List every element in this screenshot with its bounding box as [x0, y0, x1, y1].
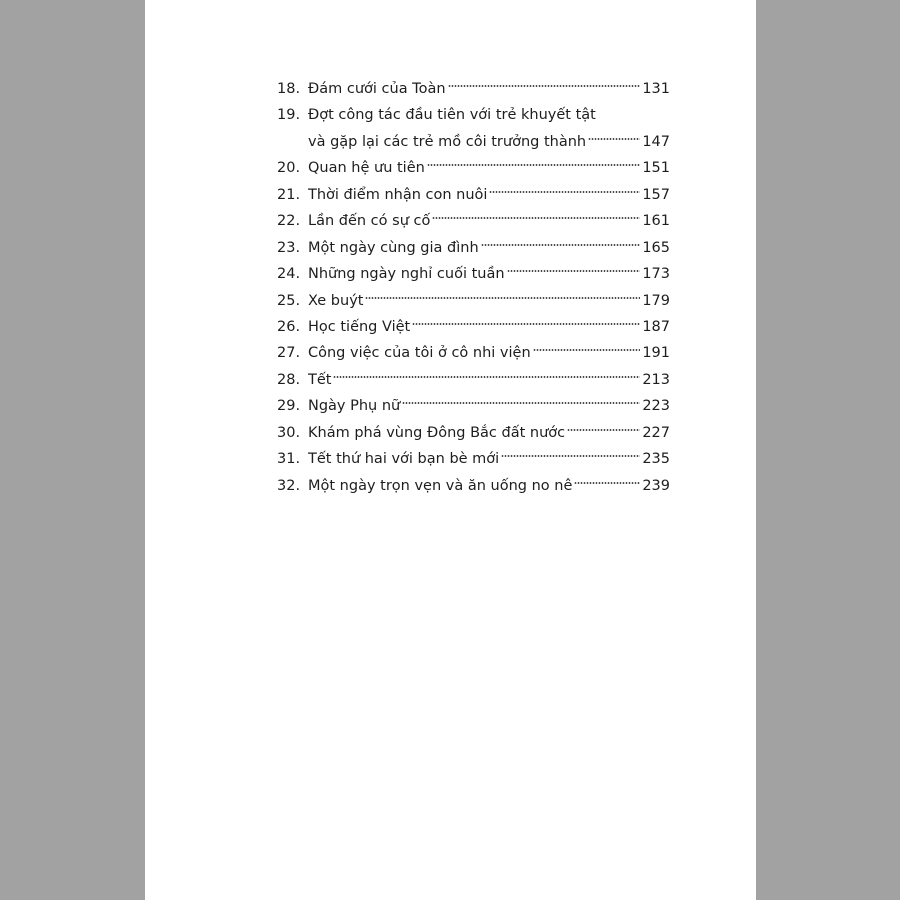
toc-entry-title: Những ngày nghỉ cuối tuần — [308, 266, 505, 283]
dot-leader — [365, 295, 640, 301]
toc-entry-number: 28. — [277, 371, 301, 388]
toc-entry-32 — [277, 473, 670, 499]
toc-entry-page: 147 — [642, 133, 670, 150]
dot-leader — [448, 83, 641, 89]
toc-entry-27 — [277, 340, 670, 366]
toc-entry-number: 20. — [277, 160, 301, 177]
toc-entry-page: 227 — [642, 424, 670, 441]
toc-entry-line — [308, 208, 670, 234]
toc-entry-title: Tết thứ hai với bạn bè mới — [308, 451, 500, 468]
toc-entry-21 — [277, 182, 670, 208]
toc-entry-26 — [277, 314, 670, 340]
dot-leader — [489, 189, 640, 195]
toc-entry-title: Học tiếng Việt — [308, 318, 411, 335]
toc-entry-title: Xe buýt — [308, 292, 364, 309]
toc-entry-31 — [277, 446, 670, 472]
toc-entry-page: 223 — [642, 398, 670, 415]
toc-entry-number: 26. — [277, 318, 301, 335]
dot-leader — [412, 321, 640, 327]
toc-entry-number: 27. — [277, 345, 301, 362]
toc-entry-24 — [277, 261, 670, 287]
toc-entry-title-line-1: Đợt công tác đầu tiên với trẻ khuyết tật — [308, 107, 596, 124]
dot-leader — [567, 427, 640, 433]
toc-entry-title: Một ngày cùng gia đình — [308, 239, 479, 256]
toc-entry-19-line-2 — [277, 129, 670, 155]
toc-entry-title: Khám phá vùng Đông Bắc đất nước — [308, 424, 566, 441]
toc-entry-29 — [277, 393, 670, 419]
toc-entry-number: 18. — [277, 81, 301, 97]
toc-entry-line — [308, 393, 670, 419]
toc-entry-title: Công việc của tôi ở cô nhi viện — [308, 345, 531, 362]
dot-leader — [501, 453, 640, 459]
toc-entry-title: Một ngày trọn vẹn và ăn uống no nê — [308, 477, 573, 494]
toc-entry-line — [308, 235, 670, 261]
toc-entry-number: 22. — [277, 213, 301, 230]
table-of-contents — [277, 76, 670, 499]
toc-entry-page: 235 — [642, 451, 670, 468]
book-page — [145, 0, 756, 900]
toc-entry-22 — [277, 208, 670, 234]
toc-entry-page: 191 — [642, 345, 670, 362]
dot-leader — [427, 162, 640, 168]
dot-leader — [588, 136, 640, 142]
toc-entry-30 — [277, 420, 670, 446]
toc-entry-28 — [277, 367, 670, 393]
dot-leader — [533, 347, 641, 353]
toc-entry-page: 161 — [642, 213, 670, 230]
toc-entry-line — [308, 76, 670, 102]
toc-entry-20 — [277, 155, 670, 181]
toc-entry-line — [308, 182, 670, 208]
dot-leader — [507, 268, 641, 274]
toc-entry-line — [308, 288, 670, 314]
toc-entry-line — [308, 314, 670, 340]
toc-entry-line — [308, 340, 670, 366]
toc-entry-page: 213 — [642, 371, 670, 388]
toc-entry-25 — [277, 288, 670, 314]
toc-entry-line — [308, 261, 670, 287]
dot-leader — [402, 400, 640, 406]
toc-entry-line — [308, 473, 670, 499]
toc-entry-title: Đám cưới của Toàn — [308, 81, 446, 97]
toc-entry-line — [308, 420, 670, 446]
toc-entry-number: 19. — [277, 107, 301, 124]
toc-entry-23 — [277, 235, 670, 261]
toc-entry-19-line-1 — [277, 102, 670, 128]
toc-entry-title: Tết — [308, 371, 332, 388]
dot-leader — [481, 242, 641, 248]
toc-entry-line — [308, 155, 670, 181]
toc-entry-number: 29. — [277, 398, 301, 415]
dot-leader — [333, 374, 640, 380]
toc-entry-line — [308, 367, 670, 393]
toc-entry-line — [308, 102, 596, 128]
toc-entry-page: 131 — [642, 81, 670, 97]
toc-entry-page: 151 — [642, 160, 670, 177]
toc-entry-page: 165 — [642, 239, 670, 256]
toc-entry-line — [308, 446, 670, 472]
toc-entry-title: Quan hệ ưu tiên — [308, 160, 425, 177]
dot-leader — [432, 215, 640, 221]
toc-entry-number: 25. — [277, 292, 301, 309]
toc-entry-number: 24. — [277, 266, 301, 283]
toc-entry-page: 239 — [642, 477, 670, 494]
toc-entry-18 — [277, 76, 670, 102]
toc-entry-page: 179 — [642, 292, 670, 309]
toc-entry-number: 23. — [277, 239, 301, 256]
toc-entry-page: 173 — [642, 266, 670, 283]
dot-leader — [574, 480, 640, 486]
toc-entry-line — [308, 129, 670, 155]
toc-entry-title: Ngày Phụ nữ — [308, 398, 401, 415]
toc-entry-page: 157 — [642, 186, 670, 203]
toc-entry-page: 187 — [642, 318, 670, 335]
toc-entry-title: Lần đến có sự cố — [308, 213, 431, 230]
toc-entry-number: 30. — [277, 424, 301, 441]
toc-entry-number: 32. — [277, 477, 301, 494]
toc-entry-number: 31. — [277, 451, 301, 468]
toc-entry-title-line-2: và gặp lại các trẻ mồ côi trưởng thành — [308, 133, 587, 150]
toc-entry-title: Thời điểm nhận con nuôi — [308, 186, 488, 203]
toc-entry-number: 21. — [277, 186, 301, 203]
